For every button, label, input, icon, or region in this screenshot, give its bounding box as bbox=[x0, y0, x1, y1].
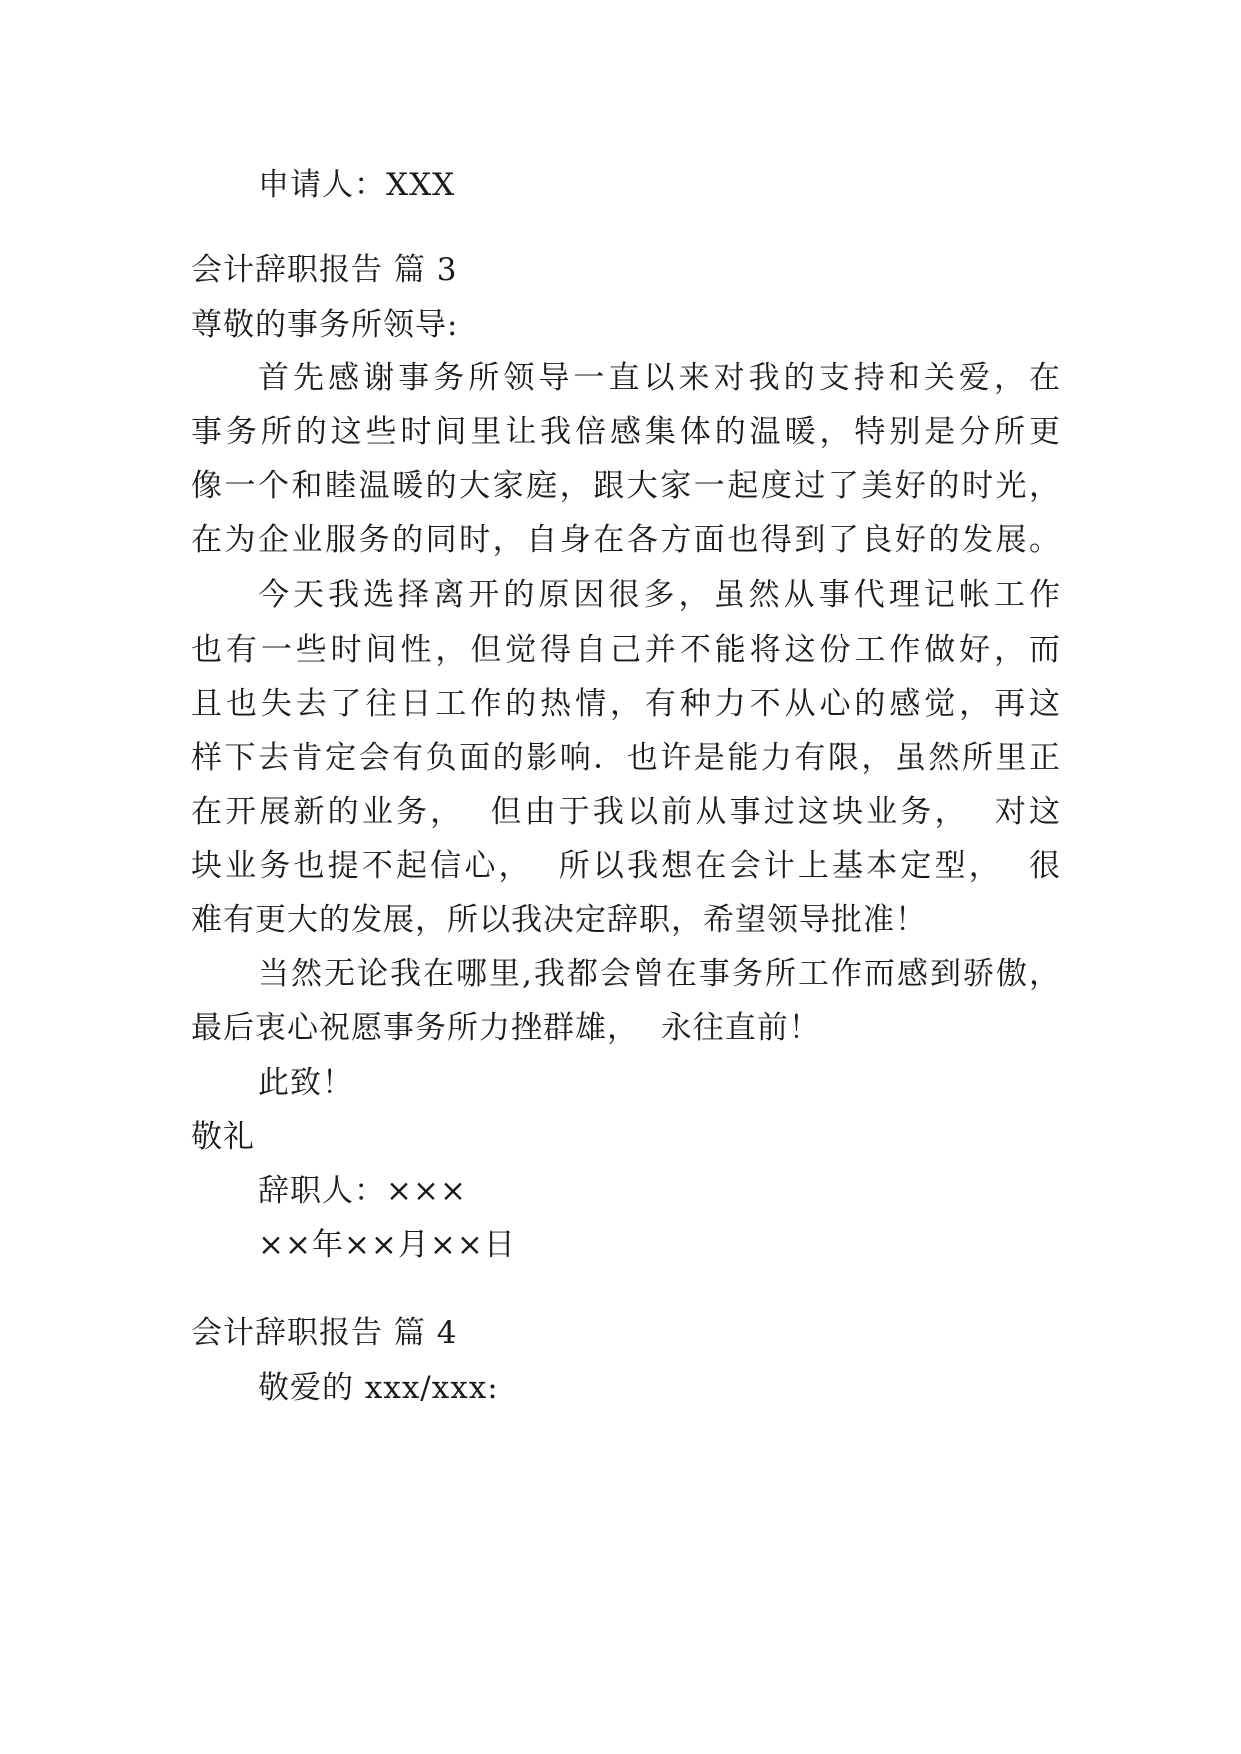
section-3-heading: 会计辞职报告 篇 3 bbox=[191, 252, 458, 288]
paragraph-line: 当然无论我在哪里,我都会曾在事务所工作而感到骄傲， bbox=[258, 956, 1061, 992]
applicant-line: 申请人：XXX bbox=[258, 167, 456, 203]
section-4-salutation: 敬爱的 xxx/xxx: bbox=[258, 1370, 499, 1406]
paragraph-line: 样下去肯定会有负面的影响．也许是能力有限，虽然所里正 bbox=[191, 740, 1061, 776]
section-4-heading: 会计辞职报告 篇 4 bbox=[191, 1315, 458, 1351]
paragraph-line: 难有更大的发展，所以我决定辞职，希望领导批准！ bbox=[191, 902, 927, 938]
date-line: ××年××月××日 bbox=[258, 1227, 516, 1263]
section-3-salutation: 尊敬的事务所领导: bbox=[191, 307, 459, 343]
paragraph-line: 在为企业服务的同时，自身在各方面也得到了良好的发展。 bbox=[191, 522, 1061, 558]
paragraph-line: 也有一些时间性，但觉得自己并不能将这份工作做好，而 bbox=[191, 632, 1061, 668]
paragraph-line: 首先感谢事务所领导一直以来对我的支持和关爱，在 bbox=[258, 360, 1061, 396]
paragraph-line: 像一个和睦温暖的大家庭，跟大家一起度过了美好的时光， bbox=[191, 468, 1061, 504]
paragraph-line: 且也失去了往日工作的热情，有种力不从心的感觉，再这 bbox=[191, 686, 1061, 722]
paragraph-line: 在开展新的业务， 但由于我以前从事过这块业务， 对这 bbox=[191, 794, 1061, 830]
paragraph-line: 块业务也提不起信心， 所以我想在会计上基本定型， 很 bbox=[191, 848, 1061, 884]
paragraph-line: 今天我选择离开的原因很多，虽然从事代理记帐工作 bbox=[258, 577, 1061, 613]
paragraph-line: 事务所的这些时间里让我倍感集体的温暖，特别是分所更 bbox=[191, 414, 1061, 450]
paragraph-line: 最后衷心祝愿事务所力挫群雄， 永往直前！ bbox=[191, 1010, 821, 1046]
regards-line: 敬礼 bbox=[191, 1119, 255, 1155]
closing-line: 此致！ bbox=[258, 1065, 354, 1101]
signer-line: 辞职人：××× bbox=[258, 1173, 467, 1209]
